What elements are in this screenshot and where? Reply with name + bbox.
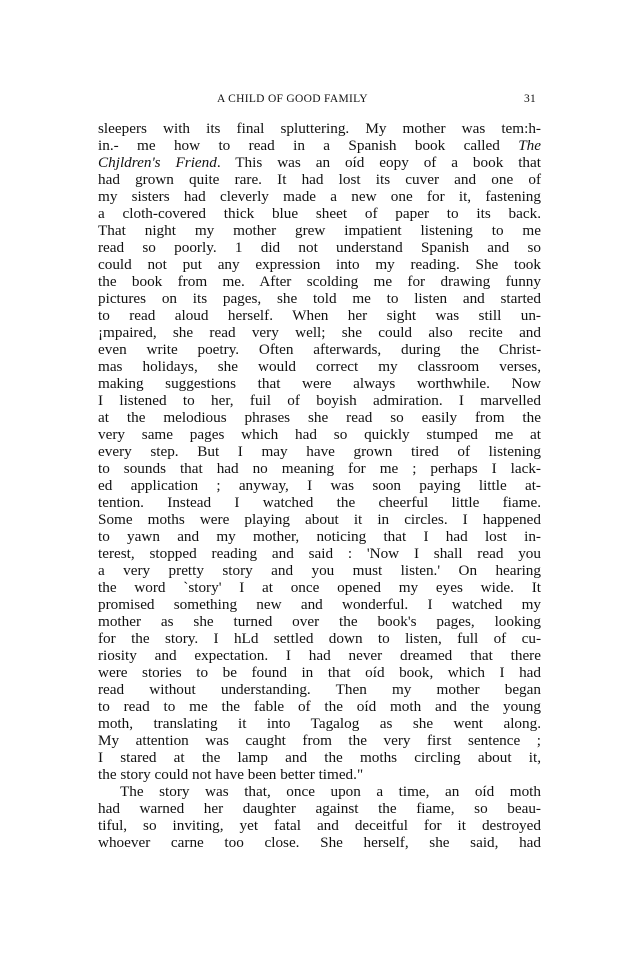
text-line: to read to me the fable of the oíd moth and the young xyxy=(98,698,541,715)
text-line: were stories to be found in that oíd book, which I had xyxy=(98,664,541,681)
text-line: mas holidays, she would correct my classroom verses, xyxy=(98,358,541,375)
text-run: . This was an oíd eopy of a book that xyxy=(216,154,541,171)
text-line: whoever carne too close. She herself, she said, had xyxy=(98,834,541,851)
body-text xyxy=(98,120,541,851)
text-line: tiful, so inviting, yet fatal and deceitful for it destroyed xyxy=(98,817,541,834)
text-line: to yawn and my mother, noticing that I had lost in- xyxy=(98,528,541,545)
text-line: promised something new and wonderful. I watched my xyxy=(98,596,541,613)
text-line: I listened to her, fuil of boyish admiration. I marvelled xyxy=(98,392,541,409)
text-line: My attention was caught from the very first sentence ; xyxy=(98,732,541,749)
text-line: to read aloud herself. When her sight was still un- xyxy=(98,307,541,324)
text-line: the word `story' I at once opened my eyes wide. It xyxy=(98,579,541,596)
text-line: to sounds that had no meaning for me ; perhaps I lack- xyxy=(98,460,541,477)
text-line xyxy=(98,154,541,171)
text-line: pictures on its pages, she told me to listen and started xyxy=(98,290,541,307)
text-line: every step. But I may have grown tired of listening xyxy=(98,443,541,460)
text-line: for the story. I hLd settled down to listen, full of cu- xyxy=(98,630,541,647)
text-line: Some moths were playing about it in circles. I happened xyxy=(98,511,541,528)
text-line: The story was that, once upon a time, an oíd moth xyxy=(120,783,541,800)
text-line: sleepers with its final spluttering. My mother was tem:h- xyxy=(98,120,541,137)
text-line: terest, stopped reading and said : 'Now I shall read you xyxy=(98,545,541,562)
text-line: very same pages which had so quickly stumped me at xyxy=(98,426,541,443)
text-line: had grown quite rare. It had lost its cuver and one of xyxy=(98,171,541,188)
text-line: the book from me. After scolding me for drawing funny xyxy=(98,273,541,290)
text-line: a very pretty story and you must listen.' On hearing xyxy=(98,562,541,579)
text-line: moth, translating it into Tagalog as she went along. xyxy=(98,715,541,732)
text-line: the story could not have been better timed." xyxy=(98,766,364,783)
text-line: my sisters had cleverly made a new one for it, fastening xyxy=(98,188,541,205)
text-line: tention. Instead I watched the cheerful little fiame. xyxy=(98,494,541,511)
text-line: ¡mpaired, she read very well; she could also recite and xyxy=(98,324,541,341)
text-line: at the melodious phrases she read so easily from the xyxy=(98,409,541,426)
book-title-italic: Chjldren's Friend xyxy=(98,154,217,171)
text-line: a cloth-covered thick blue sheet of paper to its back. xyxy=(98,205,541,222)
text-line: That night my mother grew impatient listening to me xyxy=(98,222,541,239)
text-line: ed application ; anyway, I was soon paying little at- xyxy=(98,477,541,494)
text-line: read without understanding. Then my mother began xyxy=(98,681,541,698)
running-head xyxy=(0,93,638,109)
text-line: I stared at the lamp and the moths circling about it, xyxy=(98,749,541,766)
text-line: could not put any expression into my reading. She took xyxy=(98,256,541,273)
text-line: even write poetry. Often afterwards, during the Christ- xyxy=(98,341,541,358)
text-line: had warned her daughter against the fiame, so beau- xyxy=(98,800,541,817)
book-title-italic: The xyxy=(518,137,541,154)
running-head-title: A CHILD OF GOOD FAMILY xyxy=(217,93,368,105)
text-line xyxy=(98,137,541,154)
page-number: 31 xyxy=(524,93,537,105)
text-line: riosity and expectation. I had never dreamed that there xyxy=(98,647,541,664)
text-line: mother as she turned over the book's pages, looking xyxy=(98,613,541,630)
text-run: in.- me how to read in a Spanish book called xyxy=(98,137,519,154)
text-line: making suggestions that were always worthwhile. Now xyxy=(98,375,541,392)
text-line: read so poorly. 1 did not understand Spanish and so xyxy=(98,239,541,256)
